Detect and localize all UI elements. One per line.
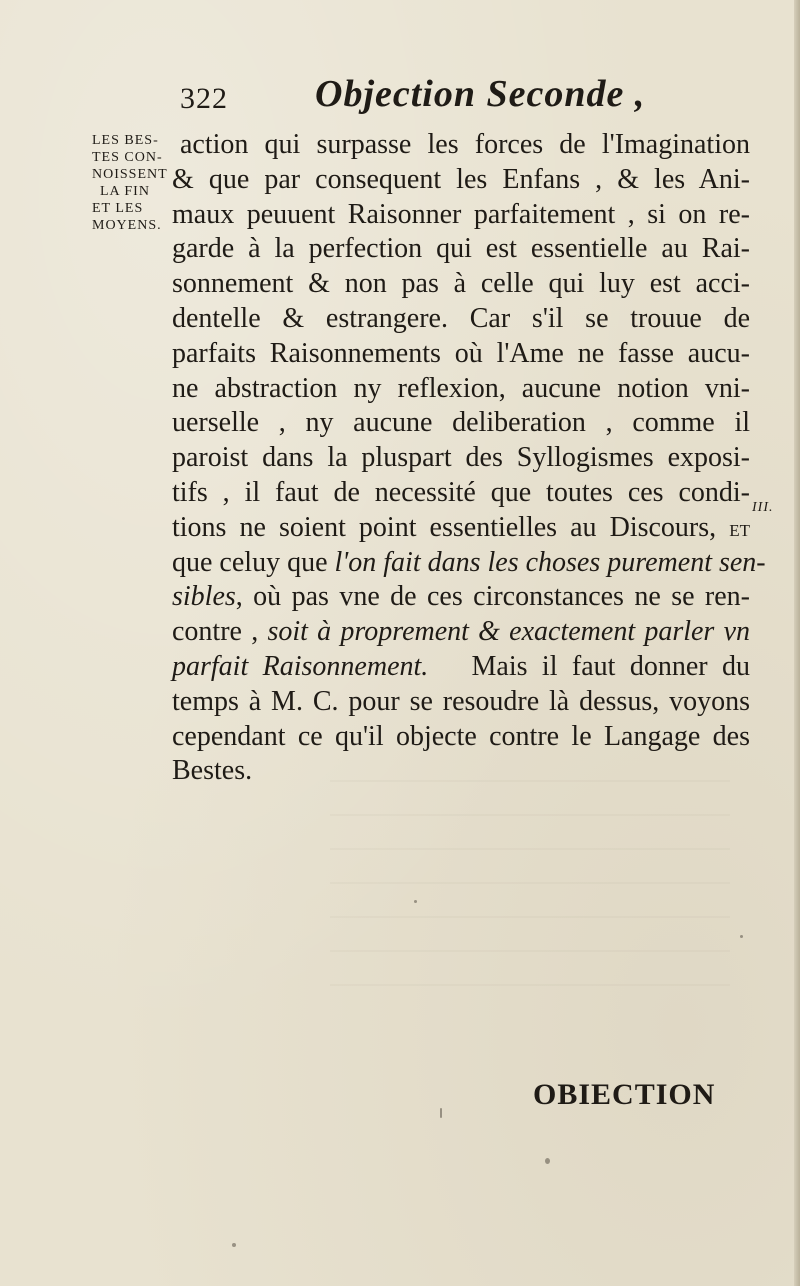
text-segment: tions ne soient point essentielles au Discours, [172, 511, 717, 543]
text-line: action qui surpasse les forces de l'Imagination [180, 129, 750, 160]
text-line: dentelle & estrangere. Car s'il se trouue de [172, 302, 750, 334]
text-line: cependant ce qu'il objecte contre le Langage des [172, 720, 750, 752]
text-line: parfaits Raisonnements où l'Ame ne fasse aucu- [172, 337, 750, 369]
margin-note-line: LA FIN [100, 184, 150, 199]
text-line [172, 580, 750, 615]
paper-speck [545, 1158, 550, 1164]
marginal-section-number: III. [752, 500, 774, 515]
paper-speck [740, 935, 743, 938]
margin-note-line: MOYENS. [92, 218, 162, 233]
text-segment: contre , [172, 616, 268, 648]
page-edge [794, 0, 800, 1286]
paper-speck [232, 1243, 236, 1247]
text-line [172, 511, 750, 546]
italic-segment: l'on fait dans les choses purement sen- [334, 546, 766, 578]
catchword: OBIECTION [533, 1078, 716, 1111]
paper-speck [414, 900, 417, 903]
page-number: 322 [180, 82, 228, 115]
text-line: sonnement & non pas à celle qui luy est acci- [172, 268, 750, 300]
italic-segment: soit à proprement & exactement parler vn [267, 616, 750, 648]
page-header [180, 70, 660, 126]
text-segment: que celuy que [172, 546, 335, 578]
text-segment: Mais il faut donner du [471, 650, 750, 682]
text-line: ne abstraction ny reflexion, aucune notion vni- [172, 372, 750, 404]
margin-note-line: NOISSENT [92, 167, 168, 182]
small-caps-word: et [729, 515, 750, 542]
text-line: Bestes. [172, 755, 253, 787]
text-line: & que par consequent les Enfans , & les Ani- [172, 163, 750, 195]
text-line [172, 546, 766, 581]
text-line: tifs , il faut de necessité que toutes ces condi- [172, 476, 750, 508]
margin-note [92, 132, 182, 234]
text-line: paroist dans la pluspart des Syllogismes exposi- [172, 442, 750, 474]
running-title: Objection Seconde , [315, 73, 646, 115]
show-through-text [330, 780, 730, 1010]
margin-note-line: ET LES [92, 201, 144, 216]
text-line [172, 650, 750, 685]
text-line: uerselle , ny aucune deliberation , comme il [172, 407, 750, 439]
paper-speck [440, 1108, 442, 1118]
italic-segment: sibles [172, 581, 236, 613]
text-line: maux peuuent Raisonner parfaitement , si on re- [172, 198, 750, 230]
text-line [172, 615, 750, 650]
margin-note-line: TES CON- [92, 150, 163, 165]
text-segment: , où pas vne de ces circonstances ne se ren- [235, 581, 750, 613]
text-line: garde à la perfection qui est essentielle au Rai- [172, 233, 750, 265]
text-line: temps à M. C. pour se resoudre là dessus, voyons [172, 685, 750, 717]
margin-note-line: LES BES- [92, 133, 159, 148]
italic-segment: parfait Raisonnement. [172, 650, 429, 682]
